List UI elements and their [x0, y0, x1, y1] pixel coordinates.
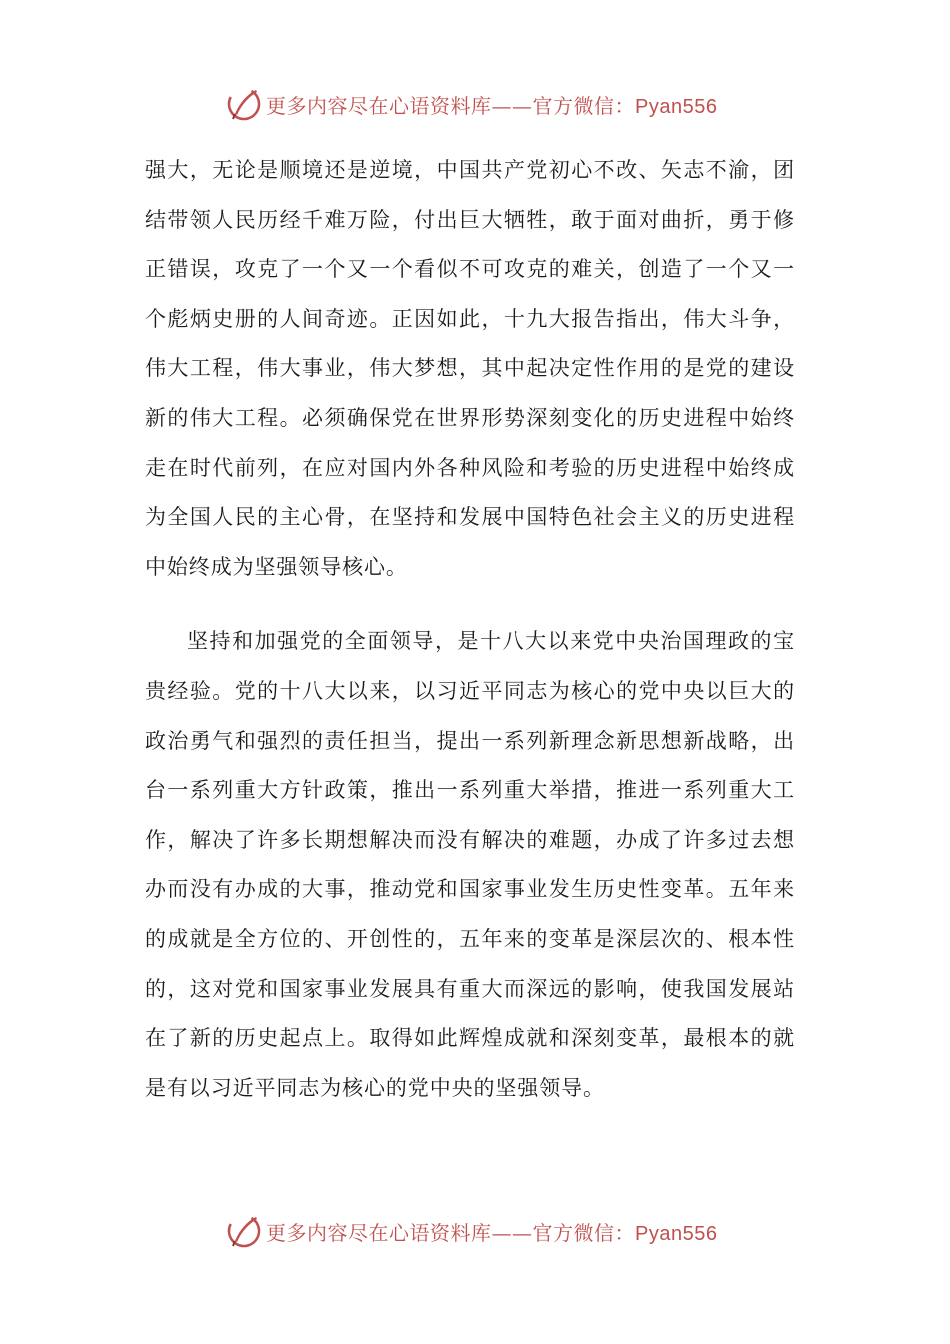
- document-body: [145, 146, 795, 1113]
- footer-dash: ——: [491, 1220, 533, 1245]
- footer-brand: 更多内容尽在心语资料库: [266, 1220, 492, 1245]
- header-dash: ——: [491, 93, 533, 118]
- footer-official: 官方微信：: [532, 1220, 635, 1245]
- footer-code: Pyan556: [635, 1222, 718, 1245]
- quill-logo-icon: [226, 86, 262, 122]
- footer-banner: [226, 1211, 726, 1251]
- quill-logo-icon: [226, 1213, 262, 1249]
- paragraph-2: 坚持和加强党的全面领导，是十八大以来党中央治国理政的宝贵经验。党的十八大以来，以习近平同志为核心的党中央以巨大的政治勇气和强烈的责任担当，提出一系列新理念新思想新战略，出台一系列重大方针政策，推出一系列重大举措，推进一系列重大工作，解决了许多长期想解决而没有解决的难题，办成了许多过去想办而没有办成的大事，推动党和国家事业发生历史性变革。五年来的成就是全方位的、开创性的，五年来的变革是深层次的、根本性的，这对党和国家事业发展具有重大而深远的影响，使我国发展站在了新的历史起点上。取得如此辉煌成就和深刻变革，最根本的就是有以习近平同志为核心的党中央的坚强领导。: [145, 629, 795, 1100]
- header-banner-text: [266, 90, 717, 119]
- paragraph-1: 强大，无论是顺境还是逆境，中国共产党初心不改、矢志不渝，团结带领人民历经千难万险，付出巨大牺牲，敢于面对曲折，勇于修正错误，攻克了一个又一个看似不可攻克的难关，创造了一个又一个彪炳史册的人间奇迹。正因如此，十九大报告指出，伟大斗争，伟大工程，伟大事业，伟大梦想，其中起决定性作用的是党的建设新的伟大工程。必须确保党在世界形势深刻变化的历史进程中始终走在时代前列，在应对国内外各种风险和考验的历史进程中始终成为全国人民的主心骨，在坚持和发展中国特色社会主义的历史进程中始终成为坚强领导核心。: [145, 158, 795, 579]
- header-brand: 更多内容尽在心语资料库: [266, 93, 492, 118]
- footer-banner-text: [266, 1217, 717, 1246]
- header-code: Pyan556: [635, 95, 718, 118]
- header-official: 官方微信：: [532, 93, 635, 118]
- header-banner: [226, 84, 726, 124]
